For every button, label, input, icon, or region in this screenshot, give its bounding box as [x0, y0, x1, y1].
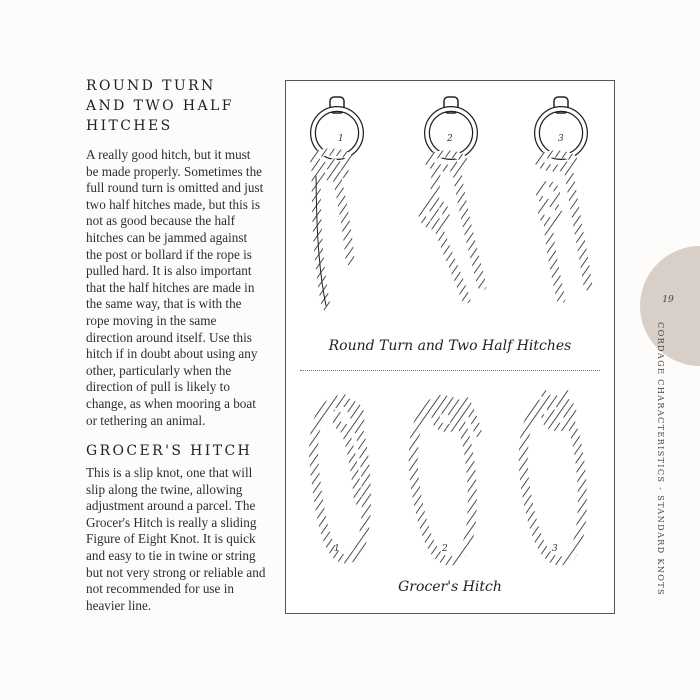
round-turn-step-1	[313, 97, 361, 306]
caption-grocers-hitch: Grocer's Hitch	[398, 579, 502, 595]
grocers-hitch-body: This is a slip knot, one that will slip along the twine, allowing adjustment around a parcel. The Grocer's Hitch is really a sliding Figure of Eight Knot. It is quick and easy to tie in twine or string but not very strong or reliable and not recommended for use in heavier line.	[86, 465, 266, 613]
grocers-hitch-step-1	[314, 399, 367, 559]
chapter-tab	[640, 246, 700, 366]
bottom-step-label-1: 1	[334, 544, 340, 554]
grocers-hitch-step-3	[523, 393, 582, 561]
round-turn-body: A really good hitch, but it must be made properly. Sometimes the full round turn is omitted and just two half hitches made, but this is not as good because the half hitches can be jammed against the post or bollard if the rope is pulled hard. It is also important that the half hitches are made in the same way, that is with the rope moving in the same direction around itself. Use this hitch if in doubt about using any other, particularly when the direction of pull is likely to change, as when mooring a boat or tethering an animal.	[86, 147, 264, 428]
knot-illustration-panel	[285, 80, 615, 614]
round-turn-step-3	[537, 97, 588, 299]
dotted-divider	[300, 370, 600, 371]
top-step-label-2: 2	[447, 134, 453, 144]
title-line-3: HITCHES	[86, 118, 173, 134]
running-head: CORDAGE CHARACTERISTICS - STANDARD KNOTS	[656, 322, 666, 596]
section-title-grocers-hitch: GROCER'S HITCH	[86, 443, 253, 460]
section-title-round-turn	[86, 76, 266, 136]
bottom-step-label-3: 3	[552, 544, 558, 554]
caption-round-turn: Round Turn and Two Half Hitches	[328, 338, 572, 354]
title-line-1: ROUND TURN	[86, 78, 216, 94]
title-line-2: AND TWO HALF	[86, 98, 234, 114]
bottom-step-label-2: 2	[442, 544, 448, 554]
page-number: 19	[662, 295, 674, 305]
top-step-label-3: 3	[558, 134, 564, 144]
grocers-hitch-step-2	[413, 399, 478, 561]
top-step-label-1: 1	[338, 134, 344, 144]
text-column	[86, 76, 266, 614]
round-turn-step-2	[422, 97, 482, 299]
